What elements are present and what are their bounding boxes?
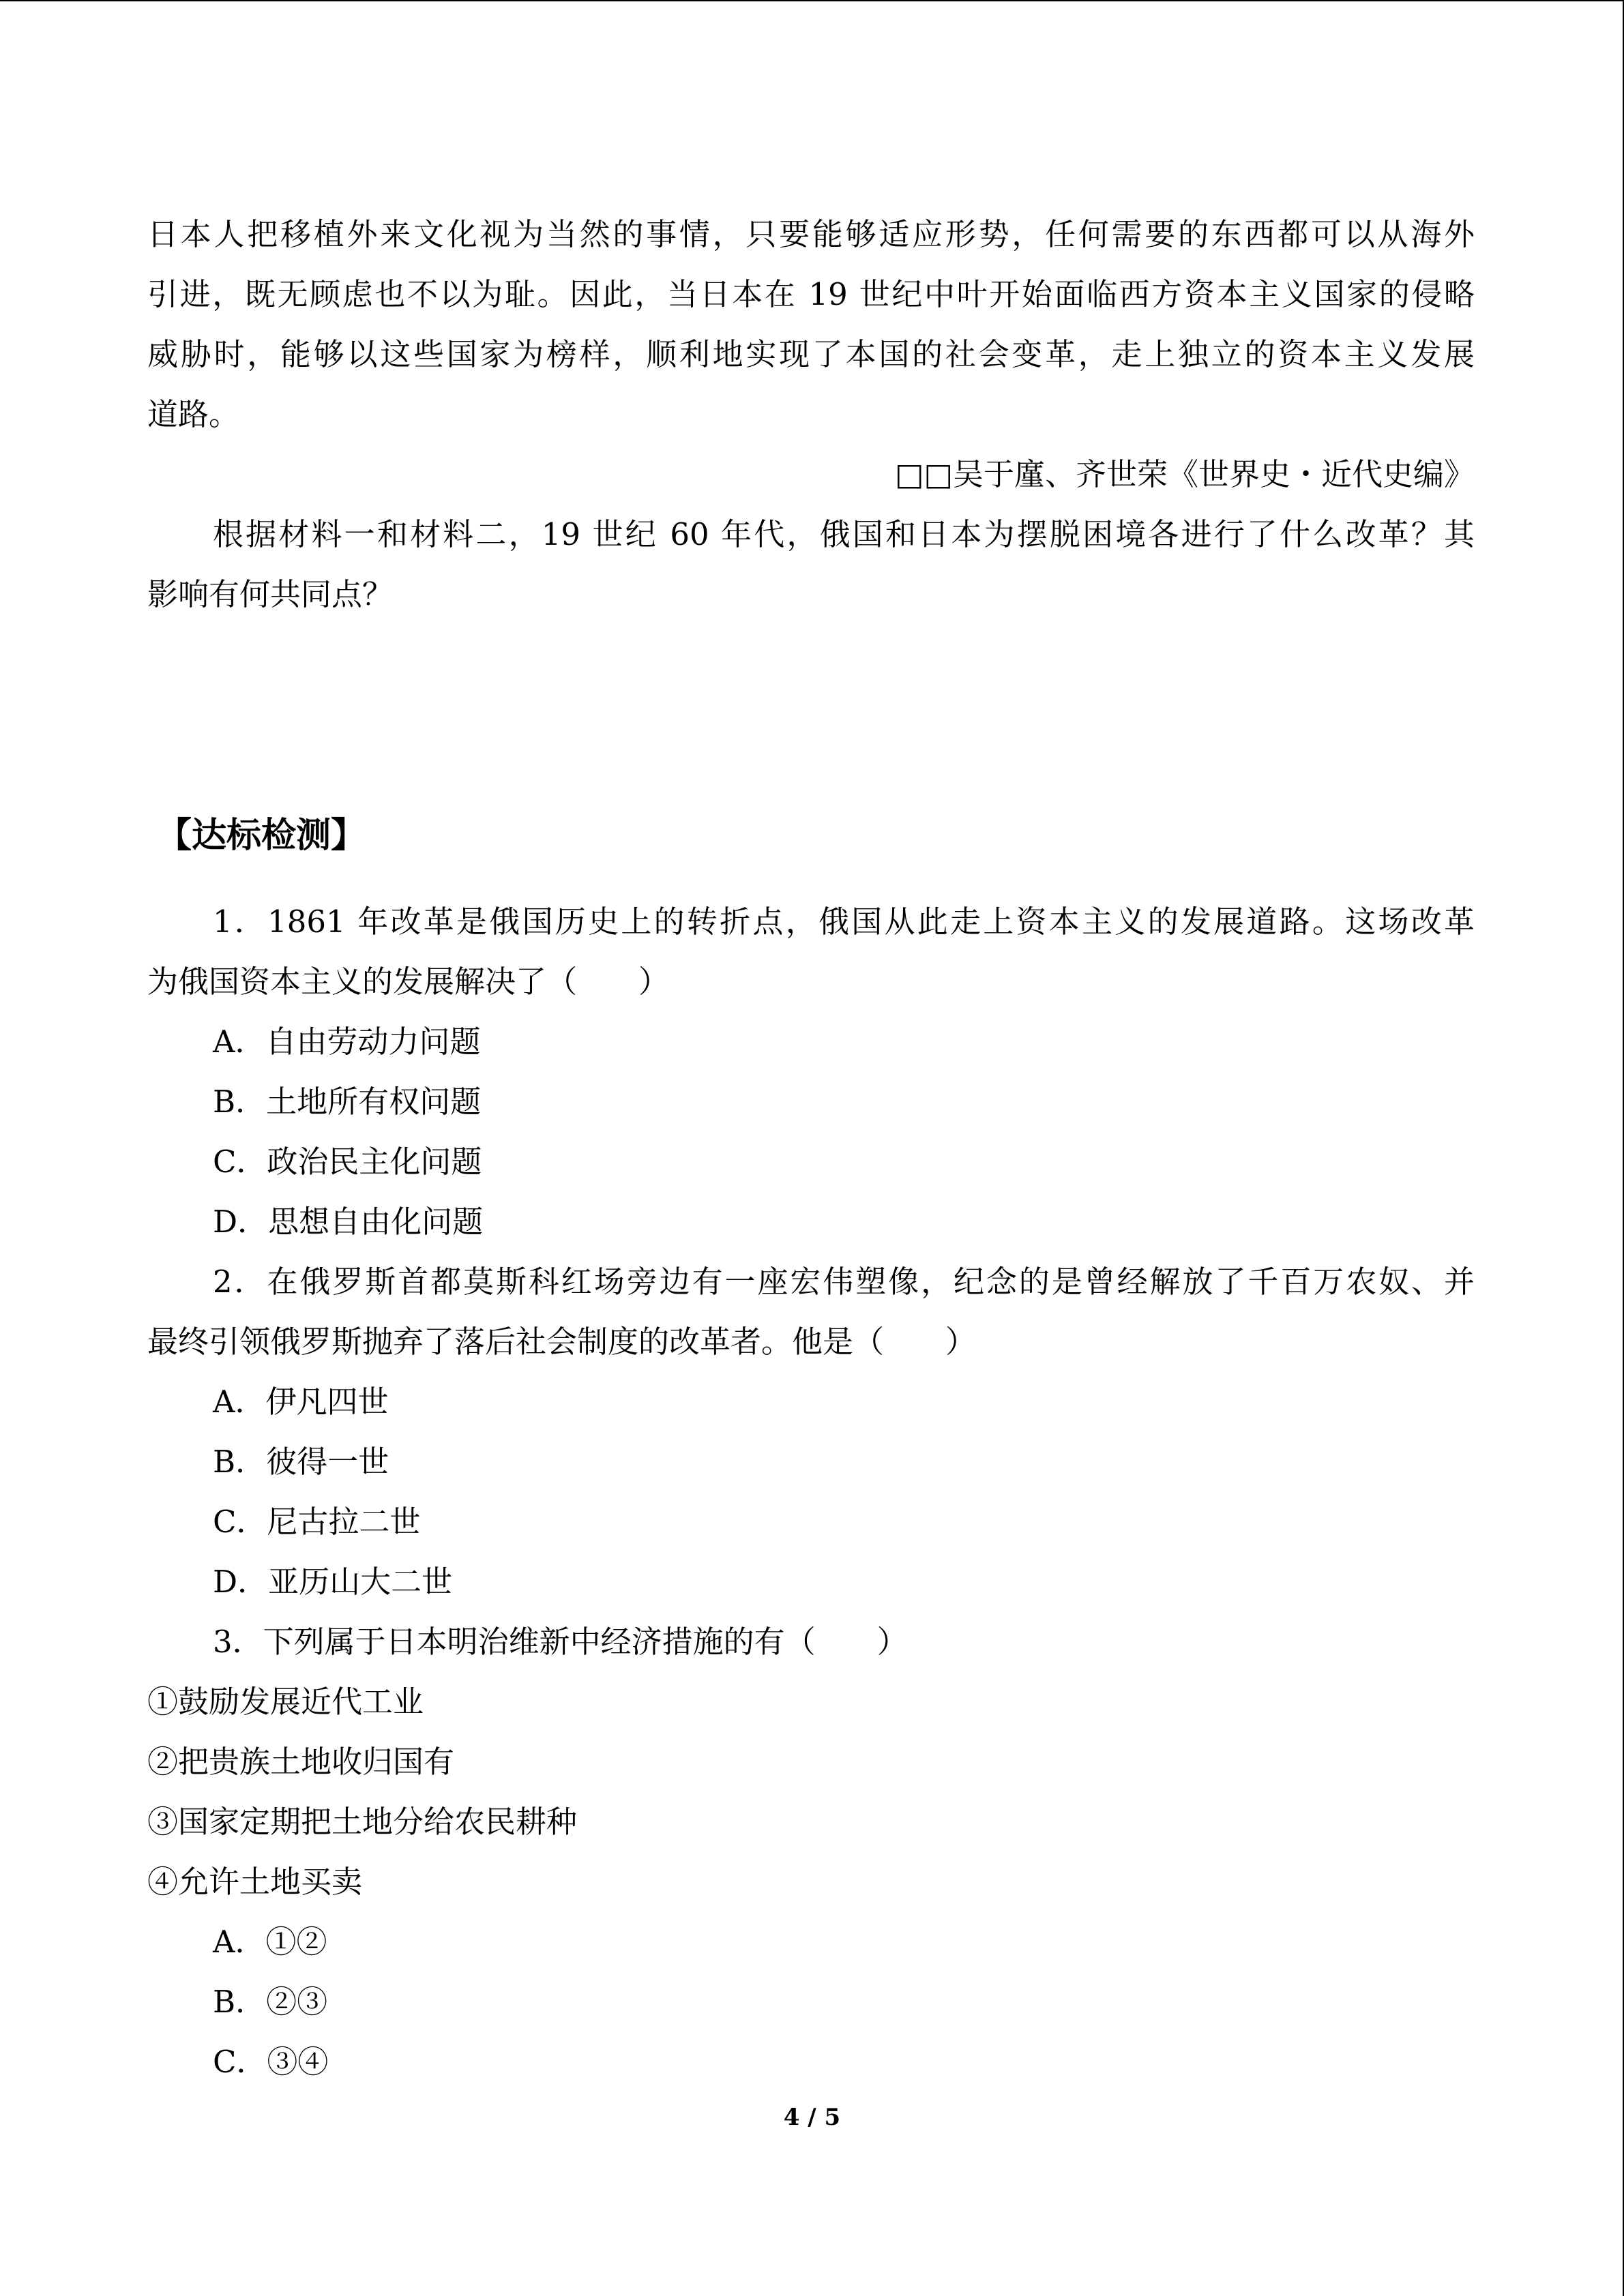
answer-option: B．土地所有权问题: [213, 1084, 482, 1120]
answer-option: A．自由劳动力问题: [213, 1024, 481, 1060]
text-line: 道路。: [147, 396, 240, 432]
question-prompt: [147, 505, 1475, 625]
statement-item: ④允许土地买卖: [147, 1864, 363, 1900]
document-body: [147, 205, 1475, 2092]
answer-option: A．伊凡四世: [213, 1384, 389, 1420]
text-line: 引进，既无顾虑也不以为耻。因此，当日本在 19 世纪中叶开始面临西方资本主义国家的侵略: [147, 276, 1475, 312]
answer-option: D．亚历山大二世: [213, 1564, 453, 1600]
statement-item: ①鼓励发展近代工业: [147, 1684, 424, 1720]
answer-option: C．尼古拉二世: [213, 1504, 421, 1540]
answer-option: B．②③: [213, 1984, 328, 2020]
statement-item: ③国家定期把土地分给农民耕种: [147, 1804, 578, 1840]
question-stem-line: 1．1861 年改革是俄国历史上的转折点，俄国从此走上资本主义的发展道路。这场改革: [213, 904, 1475, 940]
section-title: 【达标检测】: [157, 816, 366, 856]
question-2: [147, 1252, 1475, 1612]
text-line: 日本人把移植外来文化视为当然的事情，只要能够适应形势，任何需要的东西都可以从海外: [147, 216, 1475, 252]
question-stem-line: 为俄国资本主义的发展解决了（ ）: [147, 964, 670, 1000]
statement-item: ②把贵族土地收归国有: [147, 1744, 455, 1780]
answer-option: D．思想自由化问题: [213, 1204, 484, 1240]
question-stem-line: 3．下列属于日本明治维新中经济措施的有（ ）: [213, 1624, 908, 1660]
question-stem-line: 最终引领俄罗斯抛弃了落后社会制度的改革者。他是（ ）: [147, 1324, 977, 1360]
answer-option: A．①②: [213, 1924, 327, 1960]
answer-option: C．③④: [213, 2044, 329, 2080]
answer-option: C．政治民主化问题: [213, 1144, 482, 1180]
source-citation: □□吴于廑、齐世荣《世界史・近代史编》: [894, 456, 1475, 492]
question-1: [147, 892, 1475, 1252]
material-paragraph: [147, 205, 1475, 445]
question-3: [147, 1612, 1475, 2092]
text-line: 威胁时，能够以这些国家为榜样，顺利地实现了本国的社会变革，走上独立的资本主义发展: [147, 336, 1475, 372]
text-line: 根据材料一和材料二，19 世纪 60 年代，俄国和日本为摆脱困境各进行了什么改革？其: [213, 516, 1475, 552]
question-stem-line: 2．在俄罗斯首都莫斯科红场旁边有一座宏伟塑像，纪念的是曾经解放了千百万农奴、并: [213, 1264, 1475, 1300]
page-number: 4 / 5: [783, 2104, 841, 2131]
answer-option: B．彼得一世: [213, 1444, 389, 1480]
text-line: 影响有何共同点？: [147, 576, 394, 612]
